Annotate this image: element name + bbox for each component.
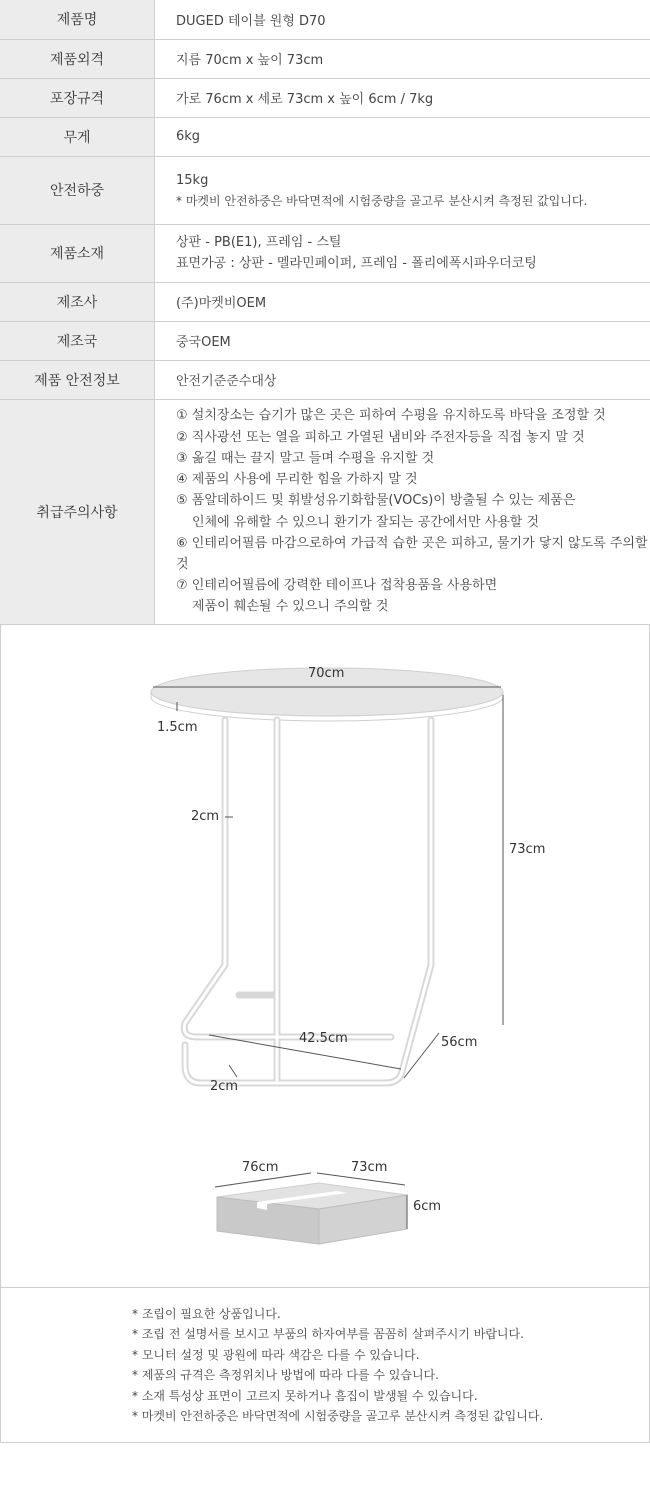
packing-box xyxy=(215,1173,407,1244)
spec-row-country xyxy=(0,321,650,360)
spec-value: 중국OEM xyxy=(155,321,650,360)
spec-row-material xyxy=(0,224,650,282)
spec-row-maker xyxy=(0,282,650,321)
spec-value-block xyxy=(155,156,650,224)
spec-label: 제품외격 xyxy=(0,39,155,78)
spec-label: 포장규격 xyxy=(0,78,155,117)
spec-row-weight xyxy=(0,117,650,156)
spec-row-load xyxy=(0,156,650,224)
spec-value: 안전기준준수대상 xyxy=(155,360,650,399)
care-item: 인체에 유해할 수 있으니 환기가 잘되는 공간에서만 사용할 것 xyxy=(192,514,540,530)
spec-value: 상판 - PB(E1), 프레임 - 스틸 xyxy=(176,235,342,250)
care-item: ⑤ 폼알데하이드 및 휘발성유기화합물(VOCs)이 방출될 수 있는 제품은 xyxy=(176,493,576,509)
spec-label: 제품 안전정보 xyxy=(0,360,155,399)
care-item: ③ 옮길 때는 끌지 말고 들며 수평을 유지할 것 xyxy=(176,450,435,466)
dim-label-thickness: 1.5cm xyxy=(157,719,198,735)
spec-value: DUGED 테이블 원형 D70 xyxy=(155,0,650,39)
spec-value: 지름 70cm x 높이 73cm xyxy=(155,39,650,78)
notice-item: * 조립이 필요한 상품입니다. xyxy=(132,1306,281,1321)
spec-row-name xyxy=(0,0,650,39)
notice-item: * 마켓비 안전하중은 바닥면적에 시험중량을 골고루 분산시켜 측정된 값입니다. xyxy=(132,1409,544,1424)
dim-label-base-depth: 56cm xyxy=(441,1034,478,1050)
care-item: ⑦ 인테리어필름에 강력한 테이프나 접착용품을 사용하면 xyxy=(176,578,498,594)
spec-label: 제품소재 xyxy=(0,224,155,282)
notice-item: * 모니터 설정 및 광원에 따라 색감은 다를 수 있습니다. xyxy=(132,1347,420,1362)
dim-label-base-pipe: 2cm xyxy=(210,1078,239,1094)
spec-note: * 마켓비 안전하중은 바닥면적에 시험중량을 골고루 분산시켜 측정된 값입니다. xyxy=(176,193,588,208)
spec-label: 취급주의사항 xyxy=(0,399,155,624)
dim-label-box-depth: 73cm xyxy=(351,1159,388,1175)
dim-label-pipe: 2cm xyxy=(191,808,220,824)
spec-row-safety xyxy=(0,360,650,399)
spec-row-size xyxy=(0,39,650,78)
spec-label: 제조사 xyxy=(0,282,155,321)
spec-row-care xyxy=(0,399,650,624)
spec-value-block xyxy=(155,224,650,282)
care-item: ⑥ 인테리어필름 마감으로하여 가급적 습한 곳은 피하고, 물기가 닿지 않도록 주의할 것 xyxy=(176,535,648,572)
dim-line-box-width xyxy=(215,1173,311,1187)
spec-label: 제품명 xyxy=(0,0,155,39)
spec-value: 15kg xyxy=(176,172,209,188)
dim-tick-base-pipe xyxy=(229,1065,237,1077)
notice-list xyxy=(0,1288,650,1443)
notice-item: * 소재 특성상 표면이 고르지 못하거나 흠집이 발생될 수 있습니다. xyxy=(132,1388,478,1403)
spec-table xyxy=(0,0,650,625)
notice-item: * 조립 전 설명서를 보시고 부품의 하자여부를 꼼꼼히 살펴주시기 바랍니다. xyxy=(132,1327,524,1342)
spec-value: (주)마켓비OEM xyxy=(155,282,650,321)
spec-label: 안전하중 xyxy=(0,156,155,224)
dim-label-base-width: 42.5cm xyxy=(299,1030,348,1046)
dim-label-height: 73cm xyxy=(509,841,546,857)
spec-value: 가로 76cm x 세로 73cm x 높이 6cm / 7kg xyxy=(155,78,650,117)
spec-value: 표면가공 : 상판 - 멜라민페이퍼, 프레임 - 폴리에폭시파우더코팅 xyxy=(176,256,537,271)
care-list xyxy=(155,399,650,624)
care-item: ① 설치장소는 습기가 많은 곳은 피하여 수평을 유지하도록 바닥을 조정할 것 xyxy=(176,408,606,424)
spec-label: 무게 xyxy=(0,117,155,156)
spec-value: 6kg xyxy=(155,117,650,156)
care-item: 제품이 훼손될 수 있으니 주의할 것 xyxy=(192,599,389,615)
spec-label: 제조국 xyxy=(0,321,155,360)
notice-item: * 제품의 규격은 측정위치나 방법에 따라 다를 수 있습니다. xyxy=(132,1368,439,1383)
dimension-drawing xyxy=(0,625,650,1288)
care-item: ④ 제품의 사용에 무리한 힘을 가하지 말 것 xyxy=(176,472,418,488)
frame xyxy=(184,720,431,1083)
dim-label-box-height: 6cm xyxy=(413,1198,442,1214)
table-illustration xyxy=(1,625,649,1287)
dim-label-diameter: 70cm xyxy=(308,665,345,681)
spec-row-pack xyxy=(0,78,650,117)
care-item: ② 직사광선 또는 열을 피하고 가열된 냄비와 주전자등을 직접 놓지 말 것 xyxy=(176,429,585,445)
dim-label-box-width: 76cm xyxy=(242,1159,279,1175)
